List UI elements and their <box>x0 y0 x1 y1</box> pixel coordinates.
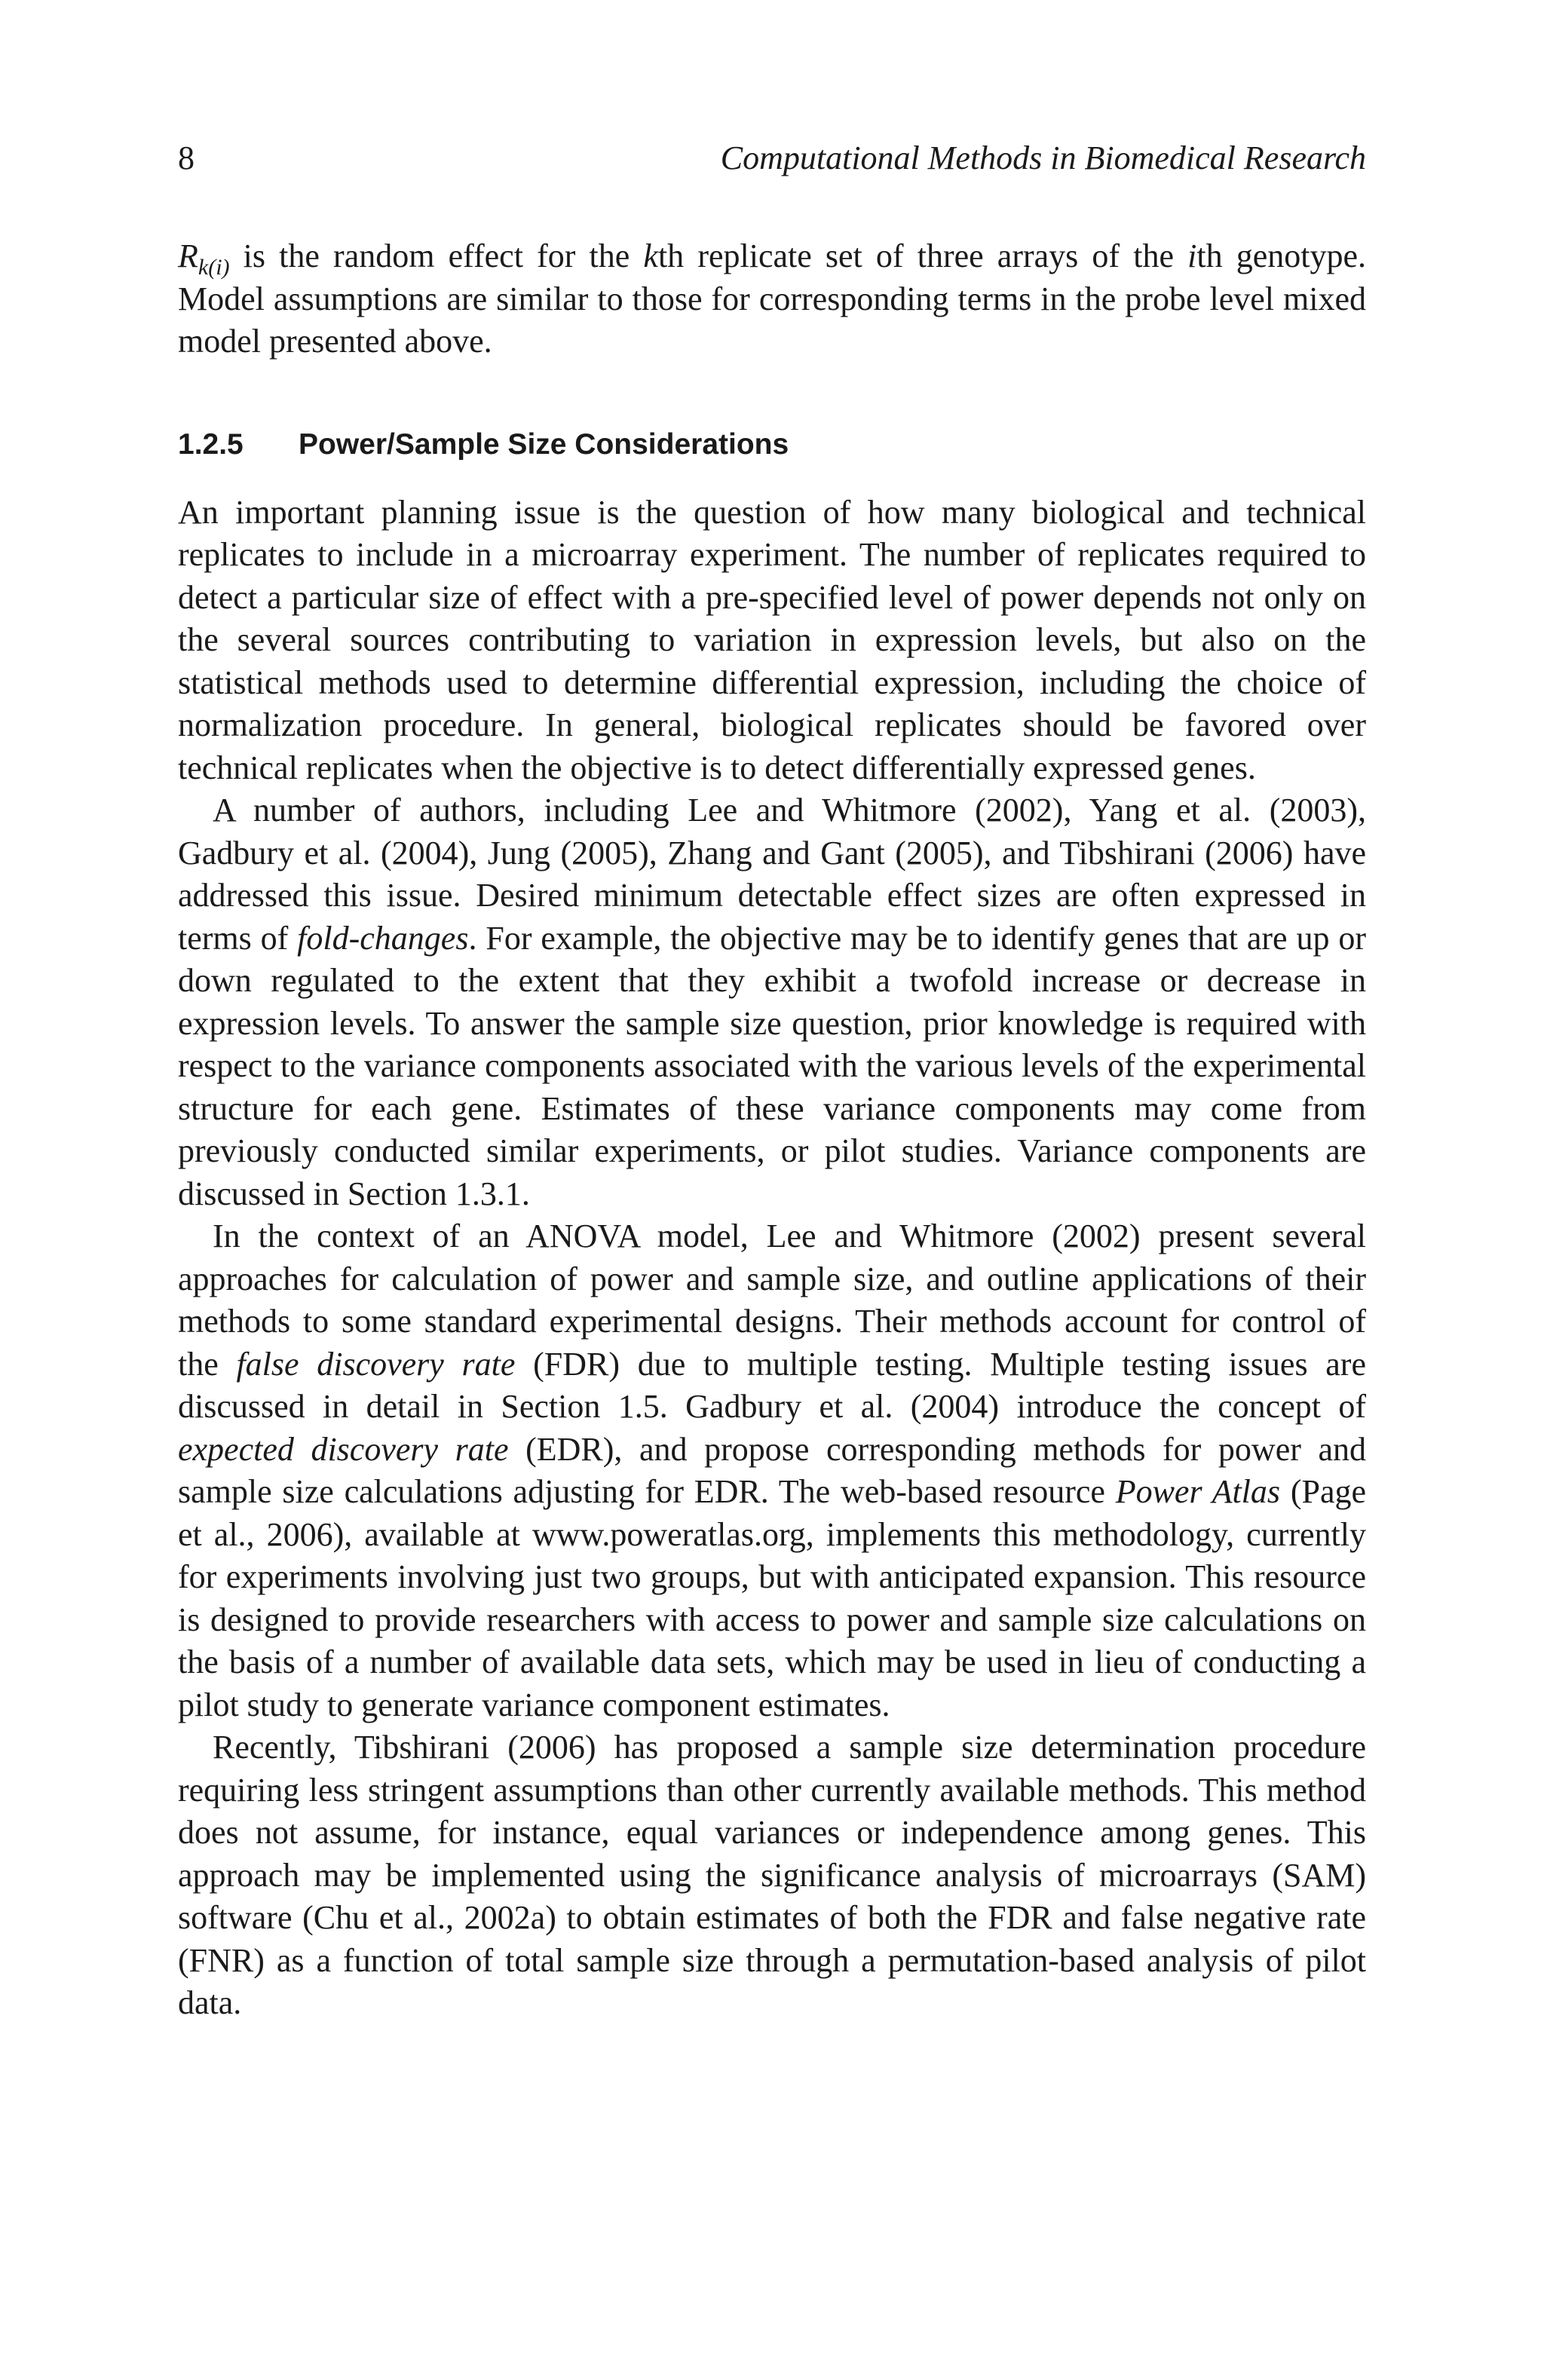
intro-text-b: th replicate set of three arrays of the <box>657 237 1188 274</box>
power-atlas-term: Power Atlas <box>1115 1473 1281 1510</box>
fdr-term: false discovery rate <box>236 1345 516 1383</box>
intro-text-a: is the random effect for the <box>229 237 644 274</box>
intro-text-c: th genotype. Model assumptions are similar to those for corresponding terms in the probe level mixed model presented above. <box>178 237 1367 360</box>
fold-changes-term: fold-changes <box>297 919 469 957</box>
var-i: i <box>1187 237 1197 274</box>
body-text <box>178 235 1366 2025</box>
paragraph-1: An important planning issue is the question of how many biological and technical replicates to include in a microarray experiment. The number of replicates required to detect a particular size of effect with a pre-specified level of power depends not only on the several sources contributing to variation in expression levels, but also on the statistical methods used to determine differential expression, including the choice of normalization procedure. In general, biological replicates should be favored over technical replicates when the objective is to detect differentially expressed genes. <box>178 493 1366 786</box>
p3-text-a: In the context of an ANOVA model, Lee and Whitmore (2002) present several approaches for calculation of power and sample size, and outline applications of their methods to some standard experimental designs. Their methods account for control of the <box>178 1218 1366 1383</box>
p2-text-a: A number of authors, including Lee and Whitmore (2002), Yang et al. (2003), Gadbury et al. (2004), Jung (2005), Zhang and Gant (2005), and Tibshirani (2006) have addressed this issue. Desired minimum detectable effect sizes are often expressed in terms of <box>178 792 1366 957</box>
p3-text-d: (Page et al., 2006), available at www.poweratlas.org, implements this methodology, currently for experiments involving just two groups, but with anticipated expansion. This resource is designed to provide researchers with access to power and sample size calculations on the basis of a number of available data sets, which may be used in lieu of conducting a pilot study to generate variance component estimates. <box>178 1473 1367 1723</box>
symbol-subscript: k(i) <box>198 255 230 280</box>
paragraph-3 <box>178 1215 1366 1726</box>
p3-text-b: (FDR) due to multiple testing. Multiple testing issues are discussed in detail in Section 1.5. Gadbury et al. (2004) introduce the concept of <box>178 1345 1366 1425</box>
random-effect-symbol <box>178 237 230 280</box>
intro-paragraph <box>178 235 1366 363</box>
paragraph-2 <box>178 789 1366 1215</box>
symbol-base: R <box>178 237 198 274</box>
p2-text-b: . For example, the objective may be to identify genes that are up or down regulated to the extent that they exhibit a twofold increase or decrease in expression levels. To answer the sample size question, prior knowledge is required with respect to the variance components associated with the various levels of the experimental structure for each gene. Estimates of these variance components may come from previously conducted similar experiments, or pilot studies. Variance components are discussed in Section 1.3.1. <box>178 919 1367 1212</box>
book-title: Computational Methods in Biomedical Research <box>720 139 1366 176</box>
var-k: k <box>643 237 658 274</box>
section-title: Power/Sample Size Considerations <box>299 427 789 461</box>
p3-text-c: (EDR), and propose corresponding methods for power and sample size calculations adjusting for EDR. The web-based resource <box>178 1430 1366 1510</box>
section-number: 1.2.5 <box>178 427 244 461</box>
running-head <box>178 136 1366 181</box>
page-number: 8 <box>178 139 195 176</box>
paragraph-4: Recently, Tibshirani (2006) has proposed a sample size determination procedure requiring less stringent assumptions than other currently available methods. This method does not assume, for instance, equal variances or independence among genes. This approach may be implemented using the significance analysis of microarrays (SAM) software (Chu et al., 2002a) to obtain estimates of both the FDR and false negative rate (FNR) as a function of total sample size through a permutation-based analysis of pilot data. <box>178 1729 1366 2021</box>
edr-term: expected discovery rate <box>178 1430 509 1468</box>
section-heading <box>178 424 1366 466</box>
